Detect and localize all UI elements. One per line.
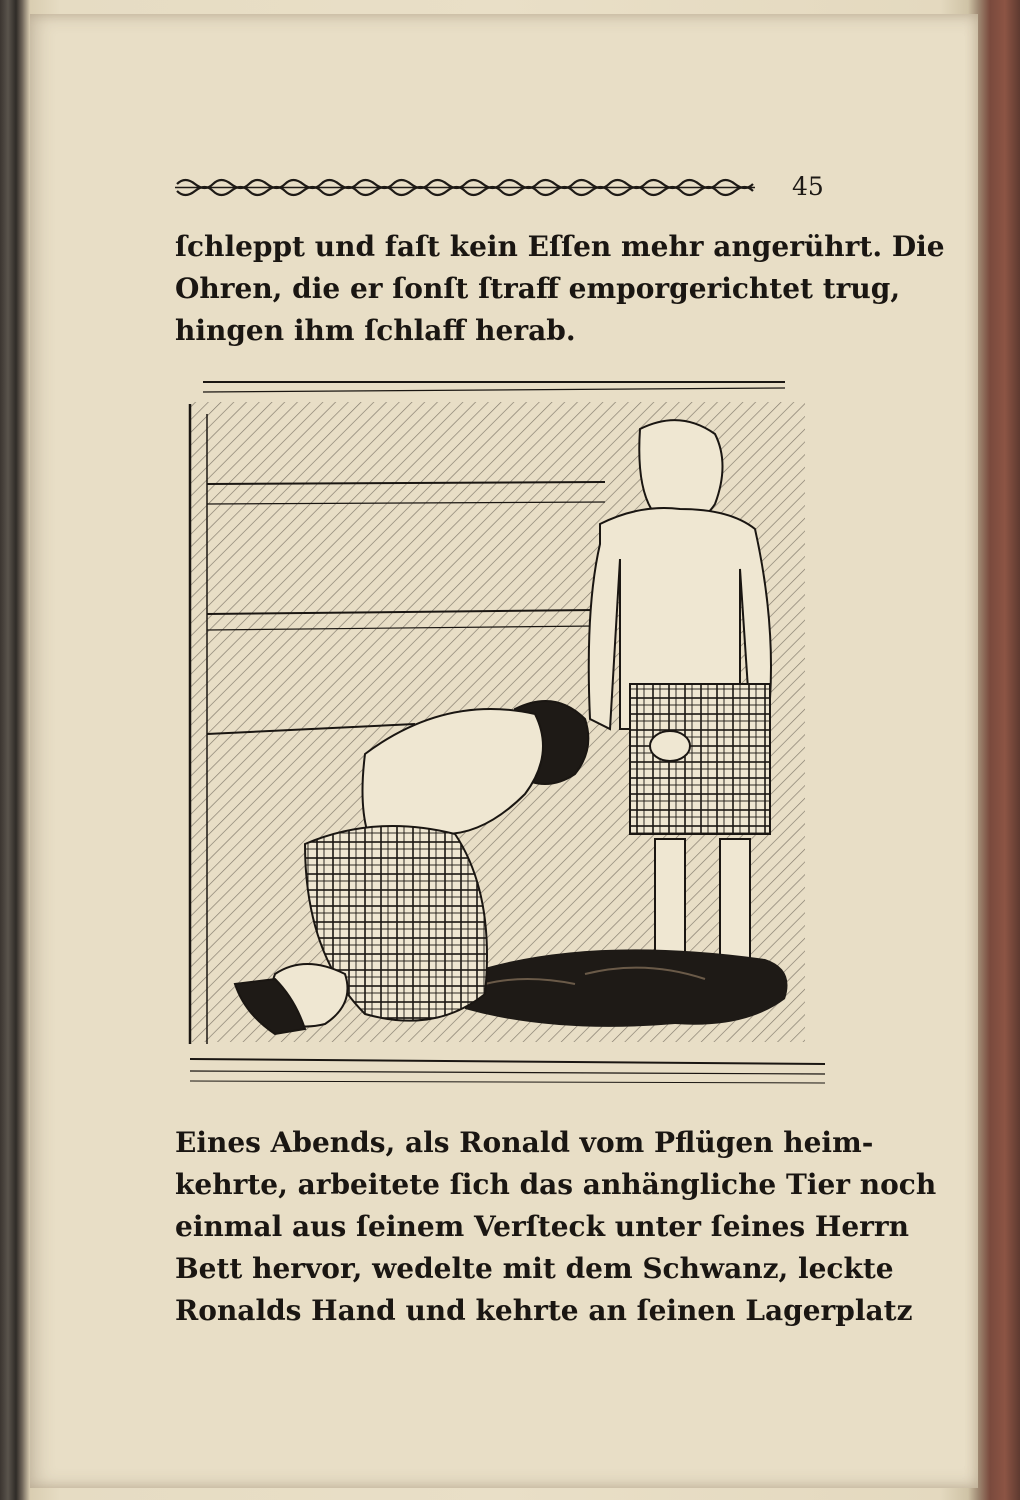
text-line: Eines Abends, als Ronald vom Pflügen heim- bbox=[175, 1126, 874, 1159]
illustration-boys-and-dog-icon bbox=[185, 374, 825, 1089]
paragraph-top bbox=[175, 226, 945, 352]
page-number: 45 bbox=[792, 172, 824, 201]
text-line: kehrte, arbeitete ſich das anhängliche Tier noch bbox=[175, 1168, 937, 1201]
book-page bbox=[30, 14, 978, 1488]
text-line: Bett hervor, wedelte mit dem Schwanz, leckte bbox=[175, 1252, 894, 1285]
text-line: Ohren, die er ſonſt ſtraff emporgerichtet trug, bbox=[175, 272, 901, 305]
header-ornament-icon bbox=[175, 174, 755, 200]
paragraph-bottom bbox=[175, 1122, 937, 1332]
text-line: Ronalds Hand und kehrte an ſeinen Lagerplatz bbox=[175, 1294, 913, 1327]
text-line: hingen ihm ſchlaff herab. bbox=[175, 314, 576, 347]
text-line: ſchleppt und faſt kein Eſſen mehr angerührt. Die bbox=[175, 230, 945, 263]
text-line: einmal aus ſeinem Verſteck unter ſeines Herrn bbox=[175, 1210, 910, 1243]
